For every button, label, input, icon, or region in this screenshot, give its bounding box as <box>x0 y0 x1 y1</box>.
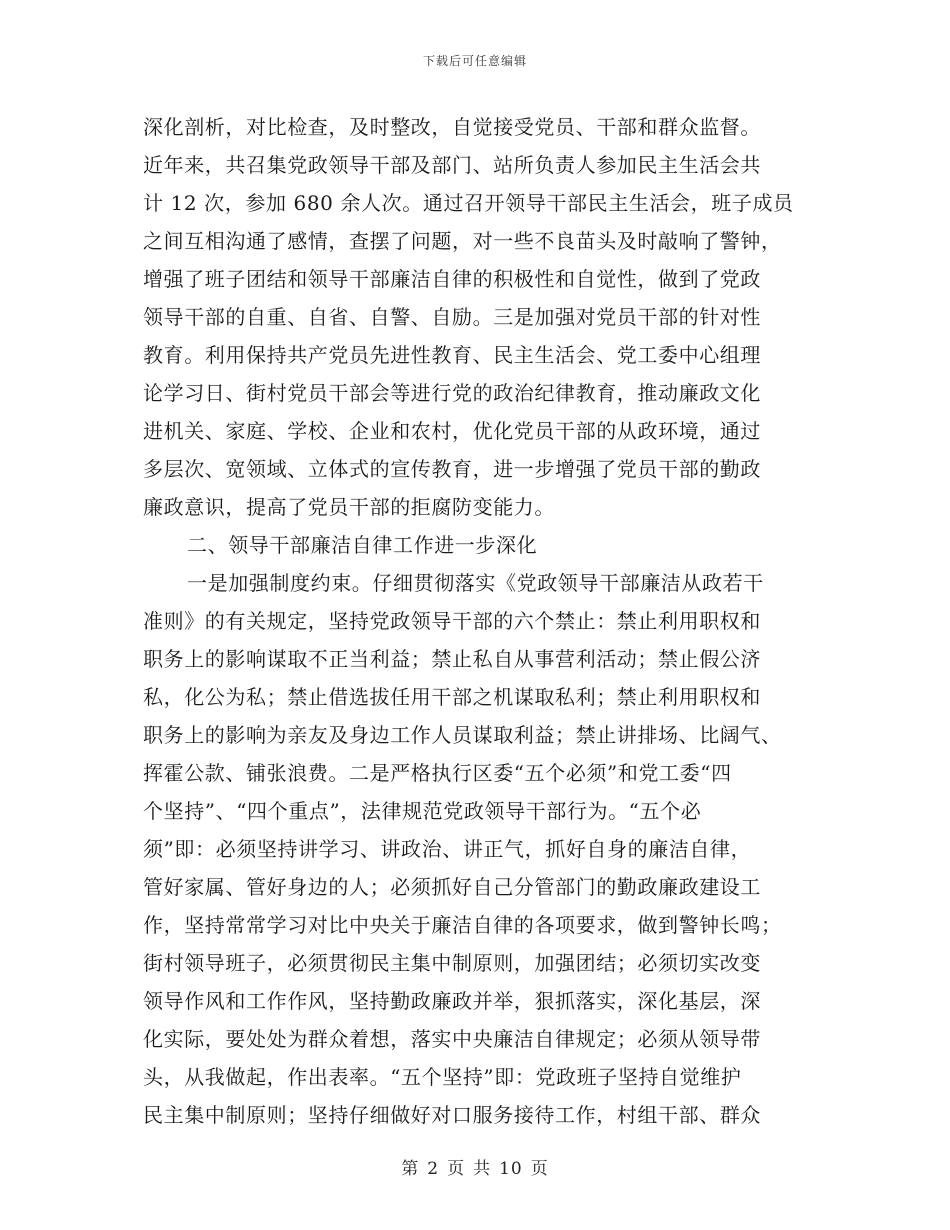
text-line: 之间互相沟通了感情，查摆了问题，对一些不良苗头及时敲响了警钟， <box>143 229 782 253</box>
text-line: 多层次、宽领域、立体式的宣传教育，进一步增强了党员干部的勤政 <box>143 457 761 481</box>
text-line: 领导干部的自重、自省、自警、自励。三是加强对党员干部的针对性 <box>143 305 761 329</box>
text-line: 深化剖析，对比检查，及时整改，自觉接受党员、干部和群众监督。 <box>143 115 761 139</box>
text-line: 化实际，要处处为群众着想，落实中央廉洁自律规定；必须从领导带 <box>143 1027 761 1051</box>
text-line: 职务上的影响为亲友及身边工作人员谋取利益；禁止讲排场、比阔气、 <box>143 723 782 747</box>
section-heading: 二、领导干部廉洁自律工作进一步深化 <box>187 533 538 557</box>
text-line: 领导作风和工作作风，坚持勤政廉政并举，狠抓落实，深化基层，深 <box>143 989 761 1013</box>
text-line: 管好家属、管好身边的人；必须抓好自己分管部门的勤政廉政建设工 <box>143 875 761 899</box>
text-line: 头，从我做起，作出表率。“五个坚持”即：党政班子坚持自觉维护 <box>143 1065 742 1089</box>
text-line: 职务上的影响谋取不正当利益；禁止私自从事营利活动；禁止假公济 <box>143 647 761 671</box>
text-line: 计 12 次，参加 680 余人次。通过召开领导干部民主生活会，班子成员 <box>143 191 794 215</box>
text-line: 须”即：必须坚持讲学习、讲政治、讲正气，抓好自身的廉洁自律， <box>143 837 752 861</box>
text-line: 廉政意识，提高了党员干部的拒腐防变能力。 <box>143 495 555 519</box>
footer-prefix: 第 <box>401 1159 420 1179</box>
current-page-number: 2 <box>427 1159 440 1179</box>
total-page-count: 10 <box>499 1159 523 1179</box>
text-line: 增强了班子团结和领导干部廉洁自律的积极性和自觉性，做到了党政 <box>143 267 761 291</box>
text-line: 近年来，共召集党政领导干部及部门、站所负责人参加民主生活会共 <box>143 153 761 177</box>
document-body <box>143 108 803 1134</box>
text-line: 论学习日、街村党员干部会等进行党的政治纪律教育，推动廉政文化 <box>143 381 761 405</box>
text-line: 街村领导班子，必须贯彻民主集中制原则，加强团结；必须切实改变 <box>143 951 761 975</box>
page-header-note: 下载后可任意编辑 <box>422 54 527 68</box>
paragraph-start-line: 一是加强制度约束。仔细贯彻落实《党政领导干部廉洁从政若干 <box>187 571 764 595</box>
text-line: 私，化公为私；禁止借选拔任用干部之机谋取私利；禁止利用职权和 <box>143 685 761 709</box>
footer-total-word: 共 <box>473 1159 492 1179</box>
text-line: 挥霍公款、铺张浪费。二是严格执行区委“五个必须”和党工委“四 <box>143 761 732 785</box>
footer-page-unit: 页 <box>447 1159 466 1179</box>
text-line: 民主集中制原则；坚持仔细做好对口服务接待工作，村组干部、群众 <box>143 1103 761 1127</box>
text-line: 准则》的有关规定，坚持党政领导干部的六个禁止：禁止利用职权和 <box>143 609 761 633</box>
text-line: 作，坚持常常学习对比中央关于廉洁自律的各项要求，做到警钟长鸣； <box>143 913 782 937</box>
text-line: 教育。利用保持共产党员先进性教育、民主生活会、党工委中心组理 <box>143 343 761 367</box>
text-line: 个坚持”、“四个重点”，法律规范党政领导干部行为。“五个必 <box>143 799 702 823</box>
text-line: 进机关、家庭、学校、企业和农村，优化党员干部的从政环境，通过 <box>143 419 761 443</box>
footer-total-unit: 页 <box>530 1159 549 1179</box>
page-number-footer <box>0 1154 950 1179</box>
